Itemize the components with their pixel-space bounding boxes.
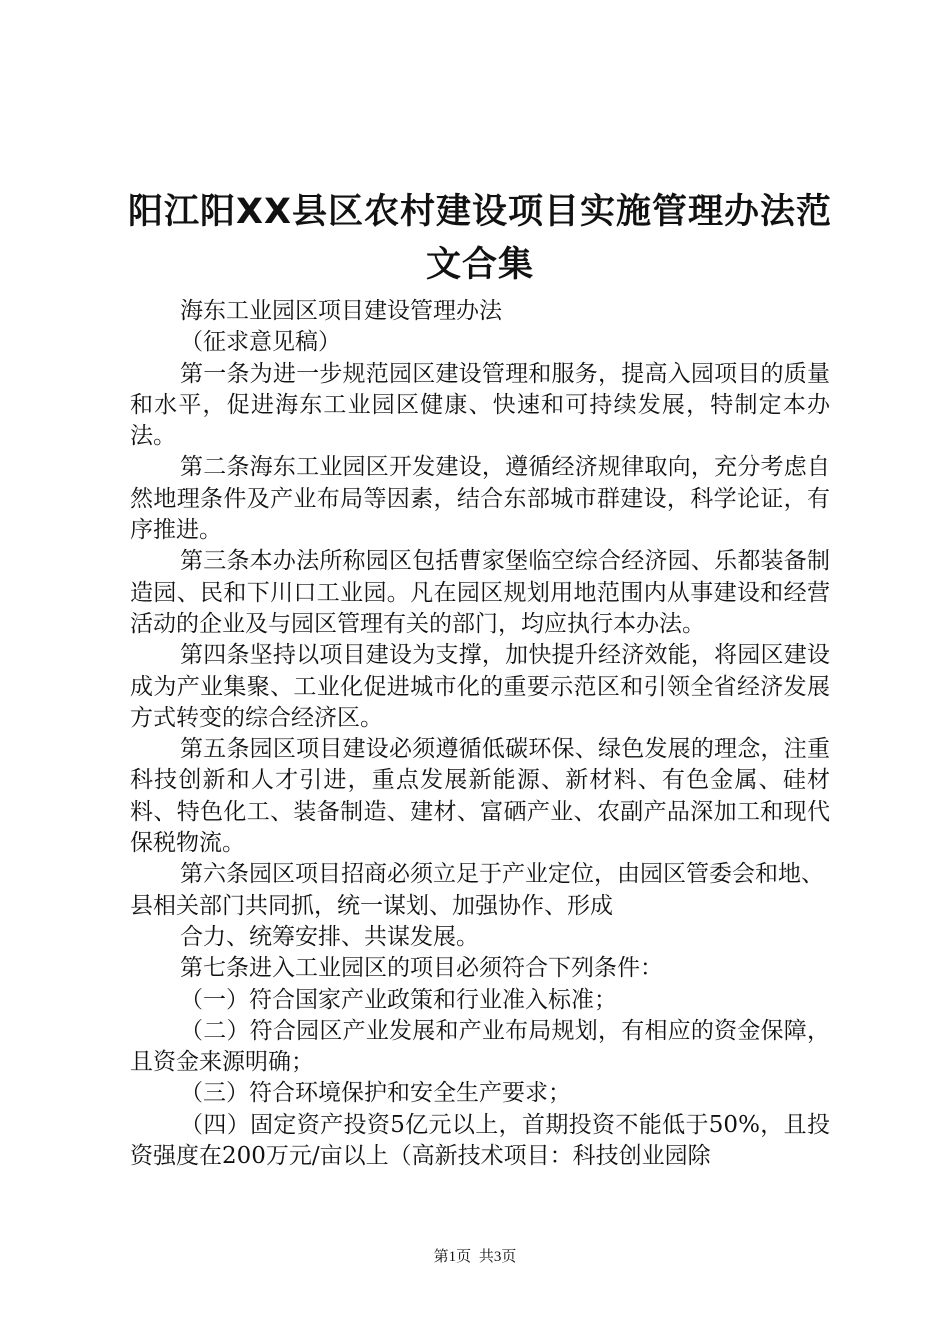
section-subheading: （征求意见稿）	[180, 329, 341, 356]
document-title-line-1: 阳江阳XX县区农村建设项目实施管理办法范	[128, 192, 832, 232]
list-item-1: （一）符合国家产业政策和行业准入标准；	[180, 986, 617, 1013]
page-number: 第1页	[433, 1249, 472, 1265]
paragraph-article-3: 第三条本办法所称园区包括曹家堡临空综合经济园、乐都装备制造园、民和下川口工业园。凡在园区规划用地范围内从事建设和经营活动的企业及与园区管理有关的部门，均应执行本办法。	[130, 548, 830, 637]
paragraph-article-4: 第四条坚持以项目建设为支撑，加快提升经济效能，将园区建设成为产业集聚、工业化促进城市化的重要示范区和引领全省经济发展方式转变的综合经济区。	[130, 642, 830, 731]
page-footer	[0, 1245, 950, 1266]
list-item-2: （二）符合园区产业发展和产业布局规划，有相应的资金保障，且资金来源明确；	[130, 1017, 830, 1076]
paragraph-article-1: 第一条为进一步规范园区建设管理和服务，提高入园项目的质量和水平，促进海东工业园区健康、快速和可持续发展，特制定本办法。	[130, 360, 830, 450]
document-body	[130, 296, 830, 1172]
paragraph-article-5: 第五条园区项目建设必须遵循低碳环保、绿色发展的理念，注重科技创新和人才引进，重点发展新能源、新材料、有色金属、硅材料、特色化工、装备制造、建材、富硒产业、农副产品深加工和现代保税物流。	[130, 736, 830, 857]
list-item-4: （四）固定资产投资5亿元以上，首期投资不能低于50%，且投资强度在200万元/亩以上（高新技术项目：科技创业园除	[130, 1111, 830, 1170]
list-item-3: （三）符合环境保护和安全生产要求；	[180, 1080, 571, 1107]
paragraph-article-6-continued: 合力、统筹安排、共谋发展。	[180, 923, 479, 950]
paragraph-article-6: 第六条园区项目招商必须立足于产业定位，由园区管委会和地、县相关部门共同抓，统一谋划、加强协作、形成	[130, 861, 824, 919]
paragraph-article-7: 第七条进入工业园区的项目必须符合下列条件：	[180, 955, 663, 982]
paragraph-article-2: 第二条海东工业园区开发建设，遵循经济规律取向，充分考虑自然地理条件及产业布局等因素，结合东部城市群建设，科学论证，有序推进。	[130, 454, 830, 544]
document-title-line-2: 文合集	[425, 245, 534, 285]
section-heading: 海东工业园区项目建设管理办法	[180, 298, 502, 324]
page-total: 共3页	[478, 1249, 517, 1265]
